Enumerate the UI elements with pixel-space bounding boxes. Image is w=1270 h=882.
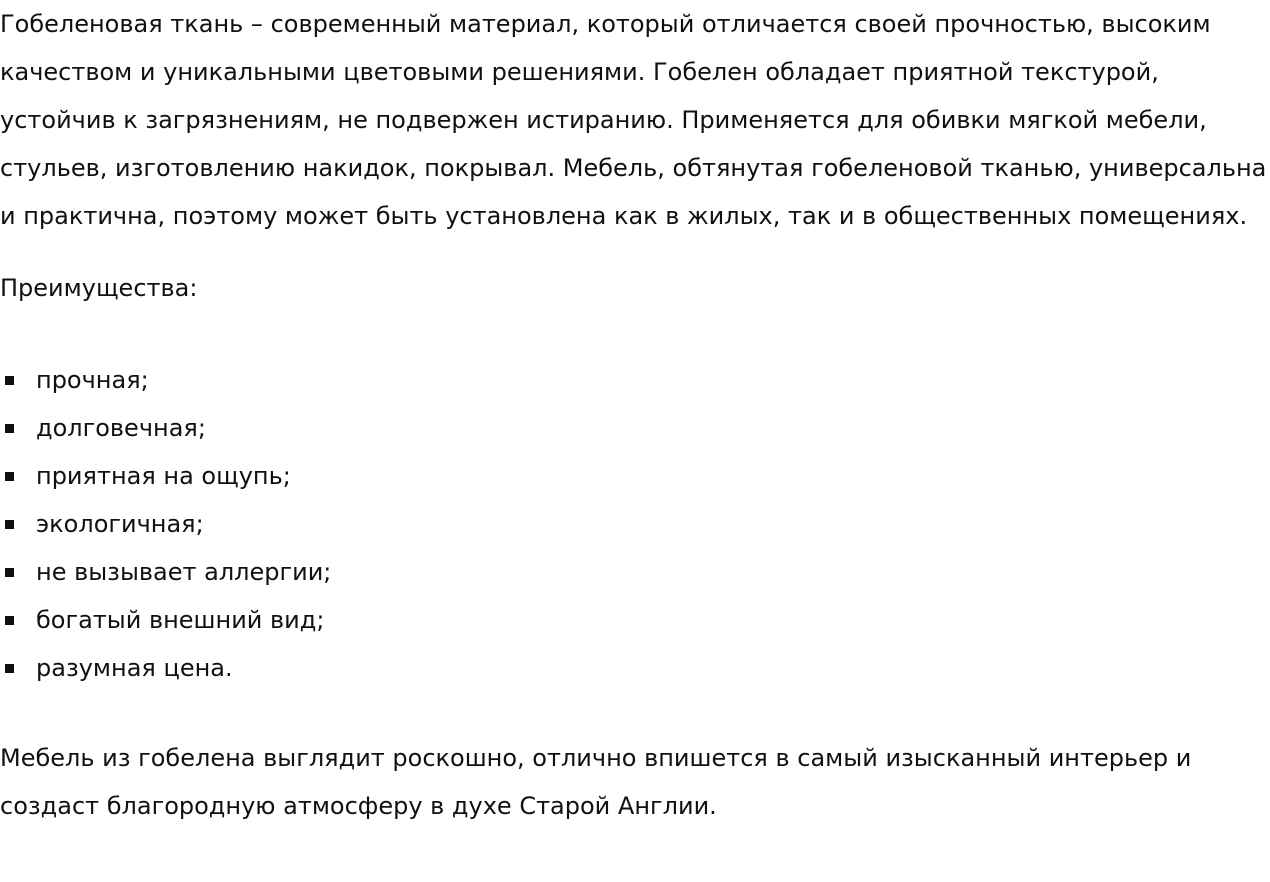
list-item-text: приятная на ощупь; <box>36 462 291 490</box>
list-item <box>0 356 1270 404</box>
square-bullet-icon <box>5 424 14 433</box>
list-item-text: прочная; <box>36 366 149 394</box>
outro-paragraph: Мебель из гобелена выглядит роскошно, отлично впишется в самый изысканный интерьер и создаст благородную атмосферу в духе Старой Англии. <box>0 744 1192 820</box>
list-item <box>0 644 1270 692</box>
list-item-text: богатый внешний вид; <box>36 606 325 634</box>
list-item-text: экологичная; <box>36 510 204 538</box>
square-bullet-icon <box>5 520 14 529</box>
square-bullet-icon <box>5 568 14 577</box>
list-item <box>0 404 1270 452</box>
square-bullet-icon <box>5 664 14 673</box>
list-item <box>0 548 1270 596</box>
list-item-text: долговечная; <box>36 414 206 442</box>
square-bullet-icon <box>5 376 14 385</box>
list-item <box>0 596 1270 644</box>
list-item-text: не вызывает аллергии; <box>36 558 332 586</box>
advantages-list <box>0 356 1270 692</box>
advantages-heading: Преимущества: <box>0 274 198 302</box>
square-bullet-icon <box>5 616 14 625</box>
list-item <box>0 500 1270 548</box>
square-bullet-icon <box>5 472 14 481</box>
list-item <box>0 452 1270 500</box>
intro-paragraph: Гобеленовая ткань – современный материал, который отличается своей прочностью, высоким качеством и уникальными цветовыми решениями. Гобелен обладает приятной текстурой, устойчив к загрязнениям, не подвержен истиранию. Применяется для обивки мягкой мебели, стульев, изготовлению накидок, покрывал. Мебель, обтянутая гобеленовой тканью, универсальна и практична, поэтому может быть установлена как в жилых, так и в общественных помещениях. <box>0 10 1267 230</box>
list-item-text: разумная цена. <box>36 654 233 682</box>
